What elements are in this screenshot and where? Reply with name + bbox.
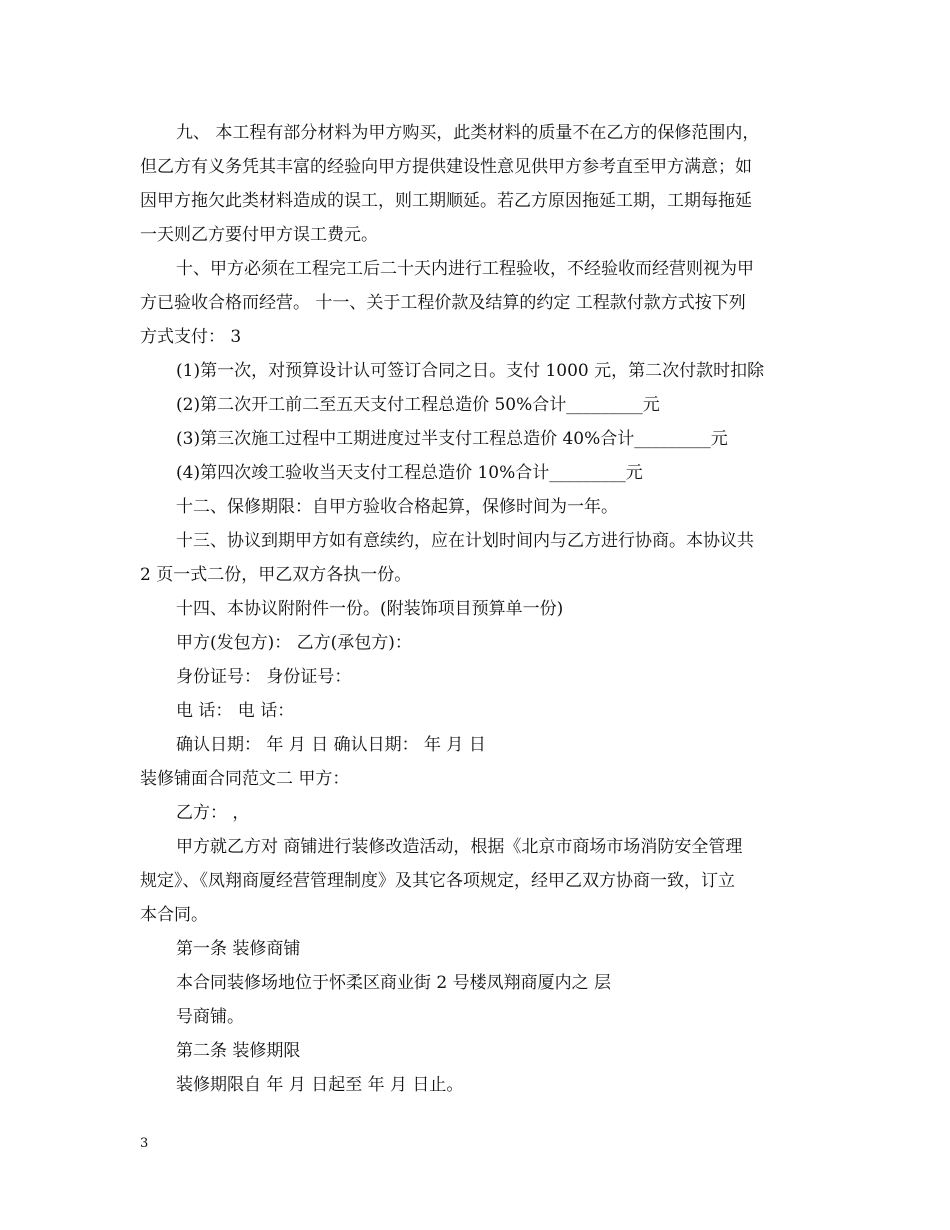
document-body [140,116,820,1102]
intro-paragraph-line-3: 本合同。 [140,905,208,925]
article-2-body: 装修期限自 年 月 日起至 年 月 日止。 [176,1075,464,1095]
payment-item-2: (2)第二次开工前二至五天支付工程总造价 50%合计_________元 [176,395,660,415]
phone-labels: 电 话： 电 话： [176,701,295,721]
id-number-labels: 身份证号： 身份证号： [176,667,352,687]
page-number: 3 [140,1136,149,1151]
party-labels: 甲方(发包方)： 乙方(承包方)： [176,633,412,653]
clause-10-line-1: 十、甲方必须在工程完工后二十天内进行工程验收，不经验收而经营则视为甲 [176,259,754,279]
clause-9-line-1: 九、 本工程有部分材料为甲方购买，此类材料的质量不在乙方的保修范围内， [176,123,760,143]
clause-9-line-4: 一天则乙方要付甲方误工费元。 [140,225,378,245]
payment-item-3: (3)第三次施工过程中工期进度过半支付工程总造价 40%合计_________元 [176,429,728,449]
party-b-line: 乙方： ， [176,803,250,823]
clause-13-line-1: 十三、协议到期甲方如有意续约，应在计划时间内与乙方进行协商。本协议共 [176,531,754,551]
confirm-date-labels: 确认日期： 年 月 日 确认日期： 年 月 日 [176,735,486,755]
article-2-title: 第二条 装修期限 [176,1041,301,1061]
article-1-body-line-1: 本合同装修场地位于怀柔区商业街 2 号楼凤翔商厦内之 层 [176,973,612,993]
article-1-title: 第一条 装修商铺 [176,939,301,959]
article-1-body-line-2: 号商铺。 [176,1007,244,1027]
intro-paragraph-line-2: 规定》、《凤翔商厦经营管理制度》及其它各项规定，经甲乙双方协商一致，订立 [140,871,735,891]
clause-10-line-2: 方已验收合格而经营。 十一、关于工程价款及结算的约定 工程款付款方式按下列 [140,293,746,313]
clause-14: 十四、本协议附附件一份。(附装饰项目预算单一份) [176,599,564,619]
payment-item-4: (4)第四次竣工验收当天支付工程总造价 10%合计_________元 [176,463,643,483]
clause-9-line-2: 但乙方有义务凭其丰富的经验向甲方提供建设性意见供甲方参考直至甲方满意；如 [140,157,752,177]
clause-13-line-2: 2 页一式二份，甲乙双方各执一份。 [140,565,412,585]
clause-10-line-3: 方式支付： 3 [140,327,242,347]
sample-two-heading: 装修铺面合同范文二 甲方： [140,769,350,789]
clause-12: 十二、保修期限：自甲方验收合格起算，保修时间为一年。 [176,497,618,517]
intro-paragraph-line-1: 甲方就乙方对 商铺进行装修改造活动，根据《北京市商场市场消防安全管理 [176,837,743,857]
clause-9-line-3: 因甲方拖欠此类材料造成的误工，则工期顺延。若乙方原因拖延工期，工期每拖延 [140,191,752,211]
payment-item-1: (1)第一次，对预算设计认可签订合同之日。支付 1000 元，第二次付款时扣除 [176,361,765,381]
